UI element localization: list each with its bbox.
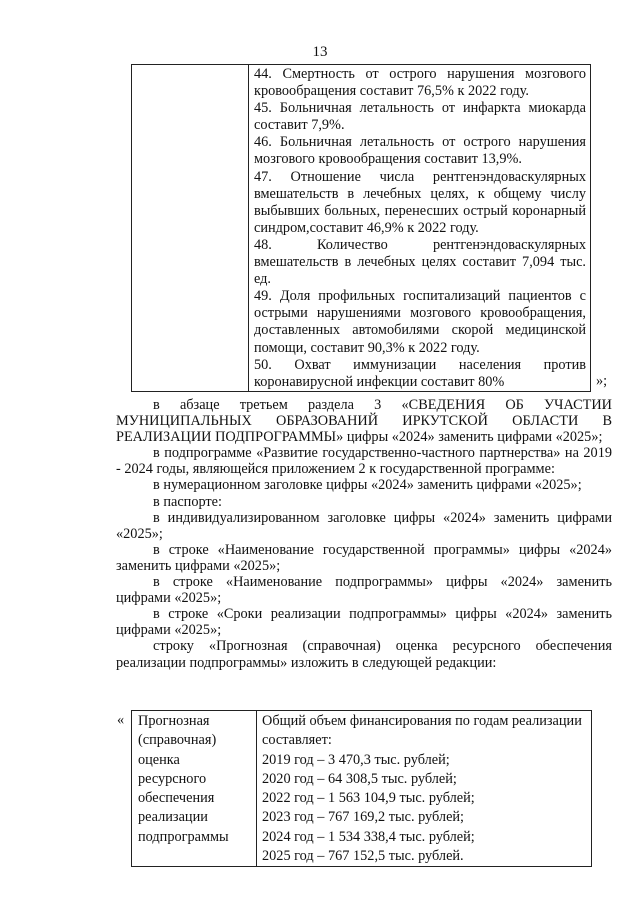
funding-line: 2024 год – 1 534 338,4 тыс. рублей; (262, 828, 475, 845)
funding-line: 2022 год – 1 563 104,9 тыс. рублей; (262, 790, 475, 807)
paragraph: в паспорте: (153, 493, 222, 510)
paragraph: в строке «Сроки реализации подпрограммы» цифры «2024» заменить цифрами «2025»; (116, 606, 612, 639)
funding-line: 2019 год – 3 470,3 тыс. рублей; (262, 751, 450, 768)
paragraph: в подпрограмме «Развитие государственно-частного партнерства» на 2019 - 2024 годы, являющейся приложением 2 к государственной программе: (116, 445, 612, 478)
amendment-text (116, 397, 612, 671)
funding-line: Общий объем финансирования по годам реализации (262, 713, 582, 729)
indicator-item: 45. Больничная летальность от инфаркта миокарда составит 7,9%. (254, 100, 586, 134)
paragraph: в нумерационном заголовке цифры «2024» заменить цифрами «2025»; (153, 477, 582, 494)
paragraph: в строке «Наименование государственной программы» цифры «2024» заменить цифрами «2025»; (116, 541, 612, 574)
funding-line: составляет: (262, 732, 332, 749)
funding-label-line: обеспечения (138, 790, 215, 807)
funding-label-line: Прогнозная (138, 713, 210, 729)
funding-label-line: (справочная) (138, 732, 217, 749)
indicator-item: 50. Охват иммунизации населения против коронавирусной инфекции составит 80% (254, 356, 586, 390)
opening-quote: « (117, 712, 125, 728)
funding-label-line: оценка (138, 751, 180, 768)
page-number: 13 (312, 44, 328, 60)
indicators-table-label-cell (132, 65, 249, 392)
paragraph: строку «Прогнозная (справочная) оценка ресурсного обеспечения реализации подпрограммы» изложить в следующей редакции: (116, 638, 612, 671)
indicator-item: 47. Отношение числа рентгенэндоваскулярных вмешательств в лечебных целях, к общему числу выбывших больных, перенесших острый коронарный синдром,составит 46,9% к 2022 году. (254, 168, 586, 236)
paragraph: в абзаце третьем раздела 3 «СВЕДЕНИЯ ОБ УЧАСТИИ МУНИЦИПАЛЬНЫХ ОБРАЗОВАНИЙ ИРКУТСКОЙ ОБЛАСТИ В РЕАЛИЗАЦИИ ПОДПРОГРАММЫ» цифры «2024» заменить цифрами «2025»; (116, 397, 612, 446)
indicator-item: 48. Количество рентгенэндоваскулярных вмешательств в лечебных целях составит 7,094 тыс. ед. (254, 236, 586, 288)
paragraph: в строке «Наименование подпрограммы» цифры «2024» заменить цифрами «2025»; (116, 574, 612, 607)
funding-label-line: ресурсного (138, 770, 207, 787)
funding-table (131, 710, 592, 867)
indicators-table-value-cell (249, 65, 591, 392)
indicator-item: 44. Смертность от острого нарушения мозгового кровообращения составит 76,5% к 2022 году. (254, 66, 586, 100)
funding-label-line: реализации (138, 809, 208, 826)
paragraph: в индивидуализированном заголовке цифры «2024» заменить цифрами «2025»; (116, 509, 612, 542)
indicator-item: 46. Больничная летальность от острого нарушения мозгового кровообращения составит 13,9%. (254, 134, 586, 168)
funding-value-cell (257, 711, 592, 867)
funding-line: 2025 год – 767 152,5 тыс. рублей. (262, 848, 464, 865)
funding-label-cell (132, 711, 257, 867)
closing-quote: »; (596, 373, 608, 389)
funding-label-line: подпрограммы (138, 828, 229, 845)
funding-line: 2023 год – 767 169,2 тыс. рублей; (262, 809, 465, 826)
indicators-table (131, 64, 591, 392)
indicator-item: 49. Доля профильных госпитализаций пациентов с острыми нарушениями мозгового кровообращения, доставленных автомобилями скорой медицинской помощи, составит 90,3% к 2022 году. (254, 288, 586, 356)
funding-line: 2020 год – 64 308,5 тыс. рублей; (262, 770, 457, 787)
